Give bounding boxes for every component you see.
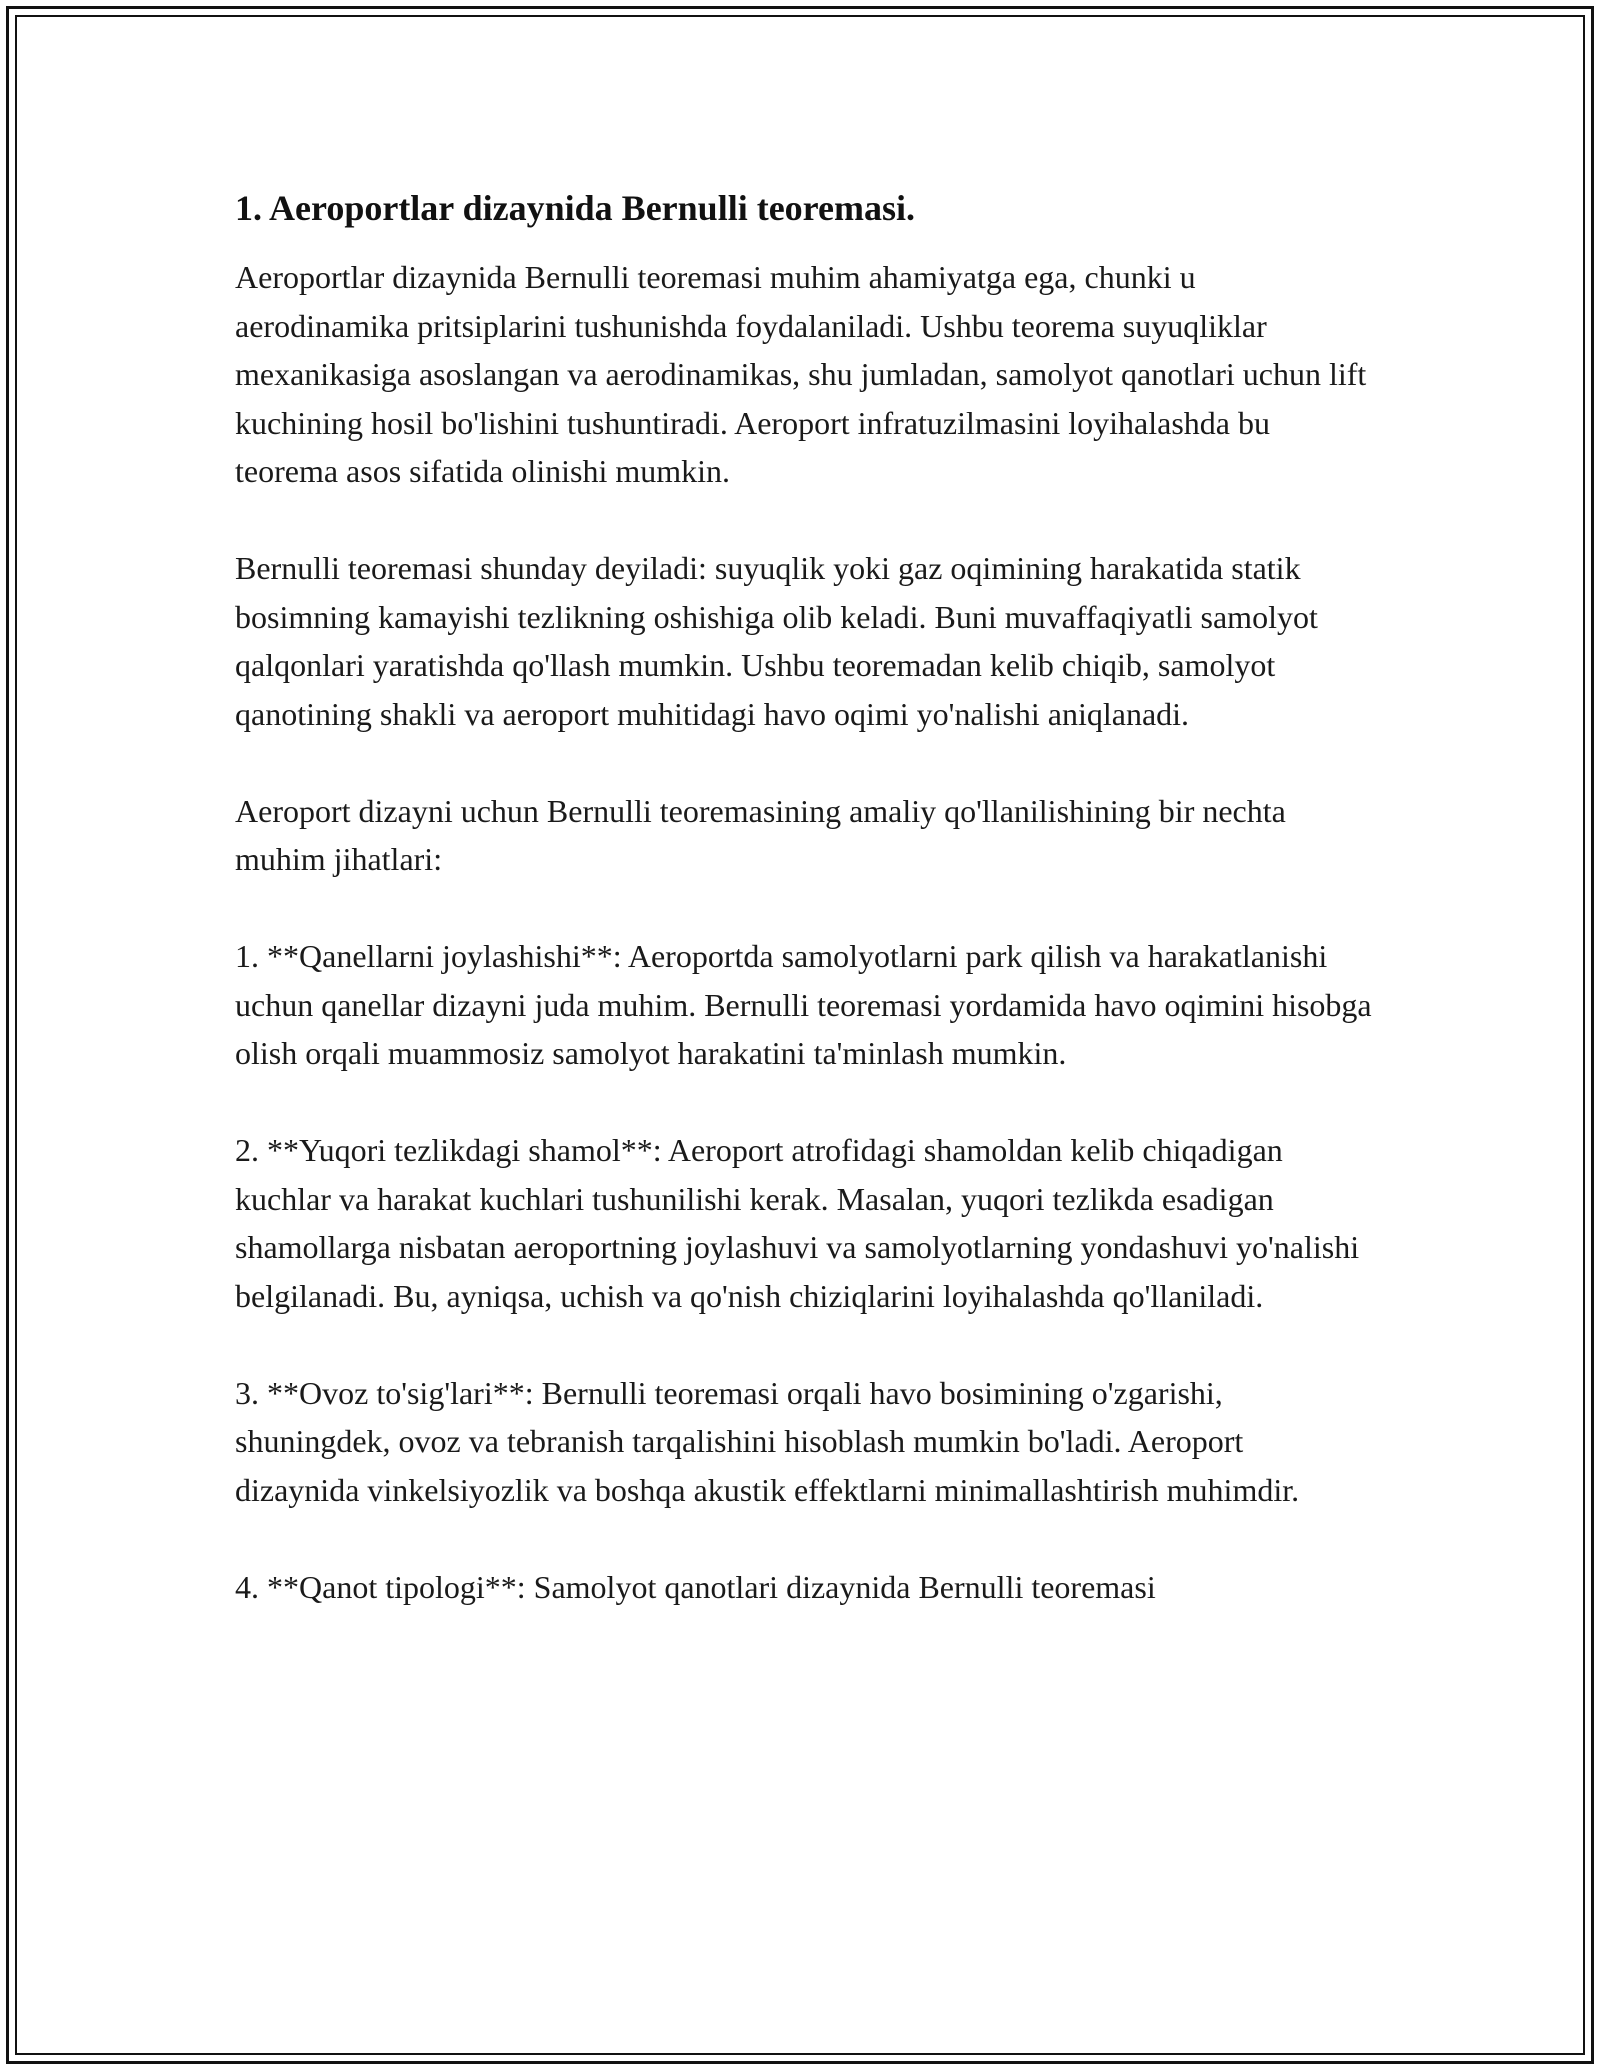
- paragraph-aspects-intro: Aeroport dizayni uchun Bernulli teoremasining amaliy qo'llanilishining bir nechta muhim jihatlari:: [235, 792, 1286, 877]
- list-item-4: 4. **Qanot tipologi**: Samolyot qanotlari dizaynida Bernulli teoremasi: [235, 1568, 1156, 1605]
- list-item-1: 1. **Qanellarni joylashishi**: Aeroportda samolyotlarni park qilish va harakatlanishi uchun qanellar dizayni juda muhim. Bernulli teoremasi yordamida havo oqimini hisobga olish orqali muammosiz samolyot harakatini ta'minlash mumkin.: [235, 938, 1372, 1071]
- paragraph-definition: Bernulli teoremasi shunday deyiladi: suyuqlik yoki gaz oqimining harakatida statik bosimning kamayishi tezlikning oshishiga olib keladi. Buni muvaffaqiyatli samolyot qalqonlari yaratishda qo'llash mumkin. Ushbu teoremadan kelib chiqib, samolyot qanotining shakli va aeroport muhitidagi havo oqimi yo'nalishi aniqlanadi.: [235, 550, 1318, 732]
- list-item-2: 2. **Yuqori tezlikdagi shamol**: Aeroport atrofidagi shamoldan kelib chiqadigan kuchlar va harakat kuchlari tushunilishi kerak. Masalan, yuqori tezlikda esadigan shamollarga nisbatan aeroportning joylashuvi va samolyotlarning yondashuvi yo'nalishi belgilanadi. Bu, ayniqsa, uchish va qo'nish chiziqlarini loyihalashda qo'llaniladi.: [235, 1132, 1360, 1314]
- document-title: 1. Aeroportlar dizaynida Bernulli teoremasi.: [235, 188, 915, 228]
- document-body: [235, 185, 1375, 1660]
- paragraph-intro: Aeroportlar dizaynida Bernulli teoremasi muhim ahamiyatga ega, chunki u aerodinamika pritsiplarini tushunishda foydalaniladi. Ushbu teorema suyuqliklar mexanikasiga asoslangan va aerodinamikas, shu jumladan, samolyot qanotlari uchun lift kuchining hosil bo'lishini tushuntiradi. Aeroport infratuzilmasini loyihalashda bu teorema asos sifatida olinishi mumkin.: [235, 259, 1367, 489]
- list-item-3: 3. **Ovoz to'sig'lari**: Bernulli teoremasi orqali havo bosimining o'zgarishi, shuningdek, ovoz va tebranish tarqalishini hisoblash mumkin bo'ladi. Aeroport dizaynida vinkelsiyozlik va boshqa akustik effektlarni minimallashtirish muhimdir.: [235, 1374, 1300, 1508]
